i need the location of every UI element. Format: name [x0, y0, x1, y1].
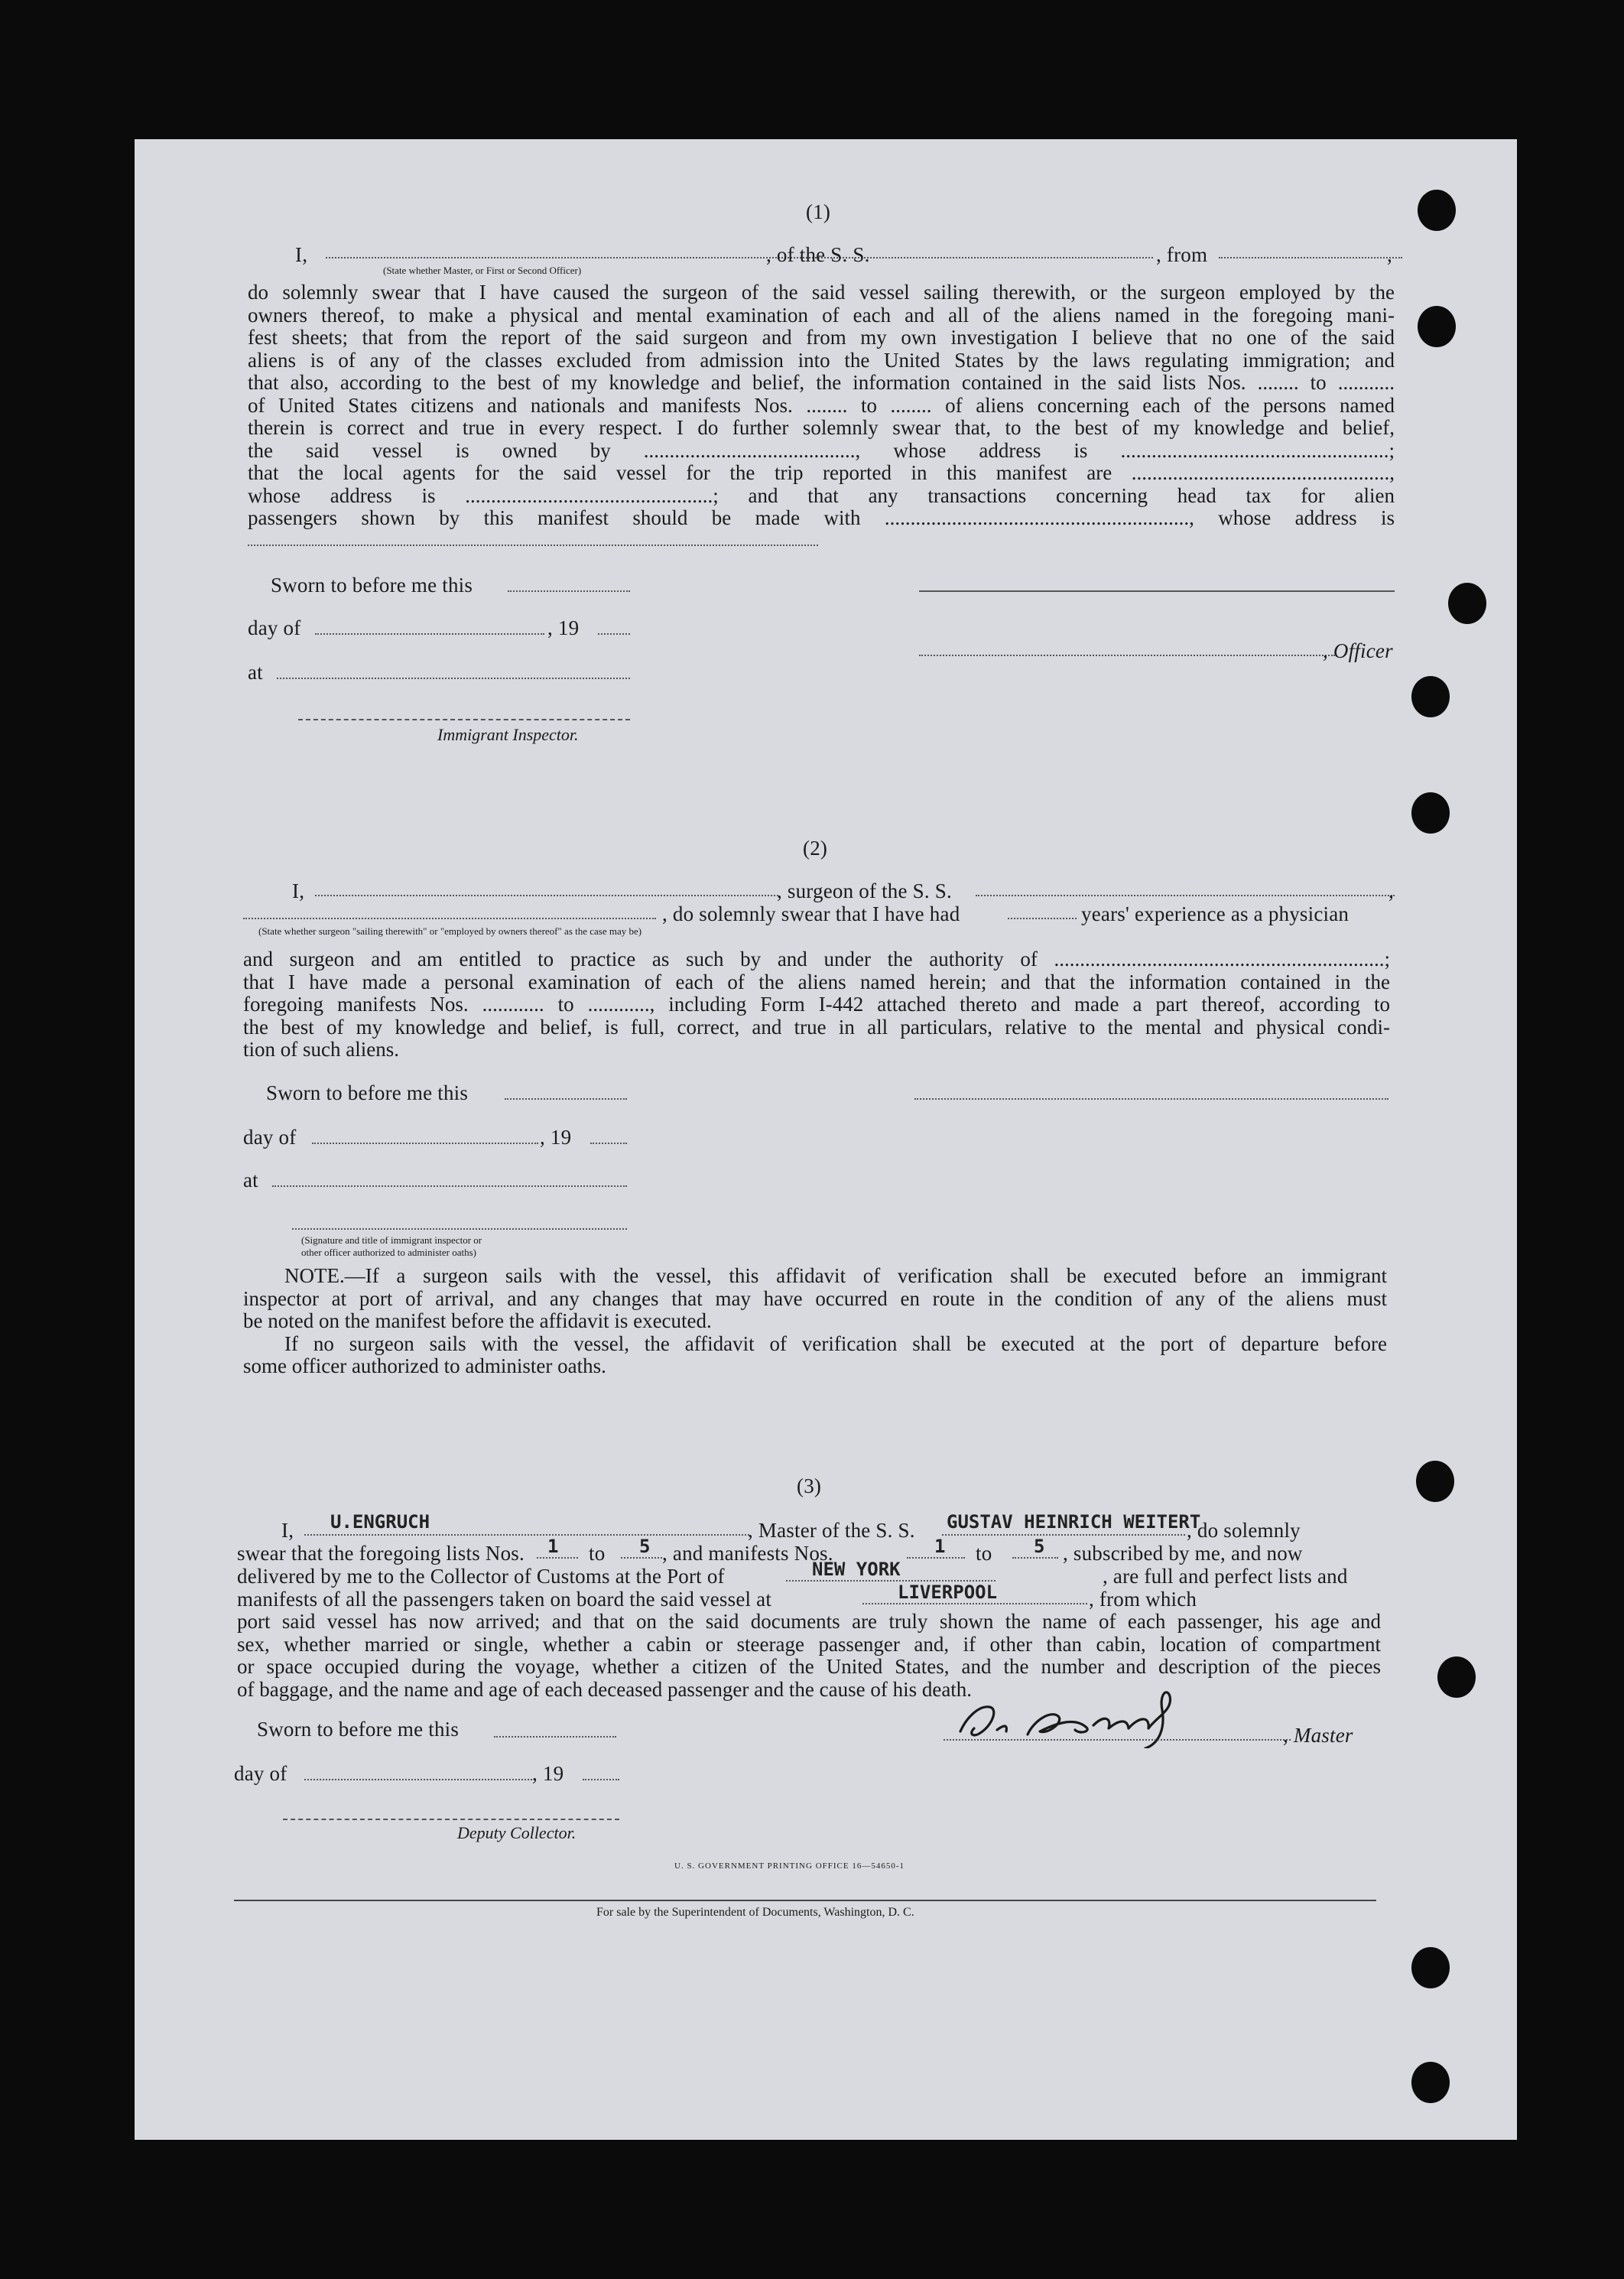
year-line [583, 1779, 619, 1780]
printing-office-line: U. S. GOVERNMENT PRINTING OFFICE 16—54650-1 [674, 1861, 905, 1871]
section-1-sworn: Sworn to before me this [271, 574, 473, 597]
lists-from-line [537, 1557, 578, 1559]
lists-to-line [621, 1557, 662, 1559]
oath-line: aliens is of any of the classes excluded from admission into the United States by the laws regulating immigration; and [248, 348, 1395, 372]
oath-line: foregoing manifests Nos. ............ to ............, including Form I-442 attached thereto and made a part thereof, according to [243, 993, 1390, 1016]
from-port-line [1219, 257, 1402, 258]
section-3-deputy: Deputy Collector. [457, 1823, 577, 1842]
note-line: be noted on the manifest before the affidavit is executed. [243, 1309, 712, 1332]
section-1-officer: , Officer [1323, 639, 1393, 662]
note-line: If no surgeon sails with the vessel, the affidavit of verification shall be executed at the port of departure before [284, 1331, 1387, 1355]
inspector-signature-line [298, 719, 630, 720]
manifests-from-typed: 1 [934, 1536, 946, 1557]
section-1-day-of: day of [248, 616, 301, 639]
section-2-year: , 19 [540, 1126, 572, 1149]
address-continuation-line [248, 545, 818, 546]
officer-signature-line [919, 590, 1395, 592]
binder-hole [1416, 1461, 1454, 1502]
master-name-line [304, 1534, 749, 1536]
section-2-oath-text [243, 948, 1390, 1061]
oath-line: that I have made a personal examination of each of the aliens named herein; and that the information contained in the [243, 970, 1390, 993]
section-3-from-which: , from which [1089, 1588, 1197, 1611]
port-typed: NEW YORK [812, 1559, 901, 1580]
day-of-line [304, 1779, 532, 1780]
section-1-oath-text [248, 281, 1395, 530]
section-2-state-note: (State whether surgeon "sailing therewith" or "employed by owners thereof" as the case may be) [258, 925, 642, 937]
section-1-at: at [248, 661, 263, 684]
section-3-manifests-all: manifests of all the passengers taken on board the said vessel at [237, 1588, 772, 1611]
note-line: inspector at port of arrival, and any changes that may have occurred en route in the condition of any of the aliens must [243, 1286, 1387, 1310]
section-2-years: years' experience as a physician [1081, 902, 1350, 925]
witness-signature-line [292, 1228, 627, 1230]
section-1-of-ss: , of the S. S. [766, 243, 870, 266]
officer-title-line [919, 655, 1335, 656]
oath-line: sex, whether married or single, whether a cabin or steerage passenger and, if other than cabin, location of compartment [237, 1632, 1381, 1656]
binder-hole [1411, 1947, 1450, 1988]
section-2-number: (2) [803, 837, 828, 860]
surgeon-vessel-line [976, 895, 1395, 896]
section-2-surgeon-of: , surgeon of the S. S. [777, 879, 952, 902]
manifests-to-typed: 5 [1034, 1536, 1045, 1557]
section-1-year: , 19 [547, 616, 580, 639]
section-1-number: (1) [806, 200, 831, 223]
oath-line: owners thereof, to make a physical and mental examination of each and all of the aliens named in the foregoing mani- [248, 303, 1395, 327]
binder-hole [1448, 583, 1486, 624]
oath-line: of baggage, and the name and age of each deceased passenger and the cause of his death. [237, 1677, 973, 1701]
binder-hole [1411, 2062, 1450, 2103]
for-sale-note: For sale by the Superintendent of Documents, Washington, D. C. [596, 1906, 914, 1919]
vessel-name-typed: GUSTAV HEINRICH WEITERT [947, 1511, 1201, 1533]
day-of-line [315, 633, 544, 635]
binder-hole [1411, 676, 1450, 717]
section-3-subscribed: , subscribed by me, and now [1063, 1542, 1303, 1565]
section-2-sig-note-1: (Signature and title of immigrant inspector or [301, 1234, 482, 1246]
oath-line: and surgeon and am entitled to practice as such by and under the authority of ................................................................; [243, 948, 1390, 970]
oath-line: the said vessel is owned by ........................................., whose address is ....................................................; [248, 438, 1395, 462]
oath-line: therein is correct and true in every respect. I do further solemnly swear that, to the best of my knowledge and belief, [248, 416, 1395, 439]
master-signature-line [944, 1739, 1291, 1741]
departure-typed: LIVERPOOL [898, 1582, 998, 1603]
section-3-to-1: to [589, 1542, 606, 1565]
section-1-state-note: (State whether Master, or First or Second Officer) [383, 265, 582, 276]
manifests-to-line [1012, 1557, 1058, 1559]
section-2-i: I, [292, 879, 305, 902]
binder-hole [1418, 306, 1456, 347]
oath-line: that the local agents for the said vessel for the trip reported in this manifest are .................................................., [248, 461, 1395, 484]
note-line: NOTE.—If a surgeon sails with the vessel, this affidavit of verification shall be executed before an immigrant [284, 1264, 1387, 1287]
surgeon-name-line [315, 895, 778, 896]
section-3-to-2: to [976, 1542, 992, 1565]
oath-line: the best of my knowledge and belief, is full, correct, and true in all particulars, relative to the mental and physical condi- [243, 1015, 1390, 1039]
section-2-swear: , do solemnly swear that I have had [662, 902, 960, 925]
year-line [590, 1143, 627, 1144]
manifests-from-line [907, 1557, 965, 1559]
document-page: (1) I, (State whether Master, or First or Second Officer) , of the S. S. , from , do solemnly swear that I have caused the surgeon of the said vessel sailing therewith, or the surgeon employed by the owners thereof, to make a physical and mental examination of each and all of the aliens named in the foregoing mani- fest sheets; that from the report of the said surgeon and from my own investigation I believe that no one of the said aliens is of any of the classes excluded from admission into the United States by the laws regulating immigration; and that also, according to the best of my knowledge and belief, the information contained in the said lists Nos. ........ to ........... of United States citizens and nationals and manifests Nos. ........ to ........ of aliens concerning each of the persons named therein is correct and true in every respect. I do further solemnly swear that, to the best of my knowledge and belief, the said vessel is owned by ........................................., whose address is ....................................................; that the local agents for the said vessel for the trip reported in this manifest are .................................................., whose address is ................................................; and that any transactions concerning head tax for alien passengers shown by this manifest should be made with ..........................................................., whose address is Sworn to before me this day of , 19 , Officer at Immigrant Inspector. (2) I, , surgeon of the S. S. , , do solemnly swear that I have had years' experience as a physician (State whether surgeon "sailing therewith" or "employed by owners thereof" as the case may be) and surgeon and am entitled to practice as such by and under the authority of ................................................................; that I have made a personal examination of each of the aliens named herein; and that the information contained in the foregoing manifests Nos. ............ to ............, including Form I-442 attached thereto and made a part thereof, according to the best of my knowledge and belief, is full, correct, and true in all particulars, relative to the mental and physical condi- tion of such aliens. Sworn to before me this day of , 19 at (Signature and title of immigrant inspector or other officer authorized to administer oaths) NOTE.—If a surgeon sails with the vessel, this affidavit of verification shall be executed before an immigrant inspector at port of arrival, and any changes that may have occurred en route in the condition of any of the aliens must be noted on the manifest before the affidavit is executed. If no surgeon sails with the vessel, the affidavit of verification shall be executed at the port of departure before some officer authorized to administer oaths. (3) I, U.ENGRUCH , Master of the S. S. GUSTAV HEINRICH WEITERT , do solemnly swear that the foregoing lists Nos. 1 to 5 , and manifests Nos. 1 to 5 , subscribed by me, and now delivered by me to the Collector of Customs at the Port of NEW YORK , are full and perfect lists and manifests of all the passengers taken on board the said vessel at LIVERPOOL , from which port said vessel has now arrived; and that on the said documents are truly shown the name of each passenger, his age and sex, whether married or single, whether a cabin or steerage passenger and, if other than cabin, location of compartment or space occupied during the voyage, whether a citizen of the United States, and the number and description of the pieces of baggage, and the name and age of each deceased passenger and the cause of his death. Sworn to before me this , Master day of , 19 Deputy Collector. U. S. GOVERNMENT PRINTING OFFICE 16—54650-1 For sale by the Superintendent of Documents, Washington, D. C. [135, 139, 1517, 2140]
section-3-master: , Master [1283, 1724, 1353, 1747]
section-2-note [243, 1265, 1387, 1378]
lists-to-typed: 5 [639, 1536, 651, 1557]
oath-line: tion of such aliens. [243, 1038, 399, 1061]
surgeon-signature-line [914, 1098, 1389, 1100]
oath-line: passengers shown by this manifest should be made with ..........................................................., whose address is [248, 506, 1395, 529]
section-2-at: at [243, 1169, 258, 1192]
oath-line: port said vessel has now arrived; and that on the said documents are truly shown the name of each passenger, his age and [237, 1610, 1381, 1633]
section-3-i: I, [281, 1519, 294, 1542]
sworn-date-line [505, 1098, 627, 1100]
years-line [1008, 918, 1077, 919]
section-2-day-of: day of [243, 1126, 297, 1149]
binder-hole [1411, 792, 1450, 834]
section-3-solemnly: , do solemnly [1187, 1519, 1301, 1542]
binder-hole [1437, 1656, 1476, 1698]
oath-line: or space occupied during the voyage, whether a citizen of the United States, and the number and description of the pieces [237, 1655, 1381, 1678]
section-3-year: , 19 [532, 1762, 564, 1785]
oath-line: fest sheets; that from the report of the said surgeon and from my own investigation I believe that no one of the said [248, 326, 1395, 349]
section-2-sworn: Sworn to before me this [266, 1081, 469, 1104]
oath-line: that also, according to the best of my knowledge and belief, the information contained in the said lists Nos. ........ to ........... [248, 371, 1395, 394]
deputy-signature-line [283, 1819, 619, 1820]
section-3-master-of: , Master of the S. S. [748, 1519, 915, 1542]
section-3-swear-lists: swear that the foregoing lists Nos. [237, 1542, 525, 1565]
master-name-typed: U.ENGRUCH [330, 1511, 430, 1533]
at-line [272, 1185, 627, 1187]
lists-from-typed: 1 [547, 1536, 559, 1557]
vessel-name-line [942, 1534, 1185, 1536]
section-1-from: , from [1156, 243, 1208, 266]
section-1-inspector: Immigrant Inspector. [437, 725, 579, 744]
day-of-line [312, 1143, 538, 1144]
section-3-sworn: Sworn to before me this [257, 1718, 460, 1741]
sworn-date-line [494, 1736, 616, 1738]
section-3-and-manifests: , and manifests Nos. [662, 1542, 833, 1565]
section-3-number: (3) [797, 1474, 822, 1497]
surgeon-status-line [243, 918, 656, 919]
year-line [598, 633, 630, 635]
oath-line: whose address is ................................................; and that any transactions concerning head tax for alien [248, 483, 1395, 507]
section-3-day-of: day of [234, 1762, 287, 1785]
oath-line: of United States citizens and nationals and manifests Nos. ........ to ........ of aliens concerning each of the persons named [248, 393, 1395, 417]
binder-hole [1418, 190, 1456, 231]
section-3-full-perfect: , are full and perfect lists and [1103, 1565, 1348, 1588]
section-3-delivered: delivered by me to the Collector of Customs at the Port of [237, 1565, 725, 1588]
note-line: some officer authorized to administer oaths. [243, 1354, 606, 1377]
vessel-name-line [907, 257, 1153, 258]
oath-line: do solemnly swear that I have caused the surgeon of the said vessel sailing therewith, or the surgeon employed by the [248, 281, 1395, 304]
sworn-date-line [508, 590, 630, 592]
departure-line [862, 1603, 1087, 1604]
section-1-i: I, [295, 243, 308, 266]
footer-rule [234, 1900, 1376, 1901]
section-2-sig-note-2: other officer authorized to administer oaths) [301, 1247, 476, 1258]
at-line [277, 678, 630, 679]
